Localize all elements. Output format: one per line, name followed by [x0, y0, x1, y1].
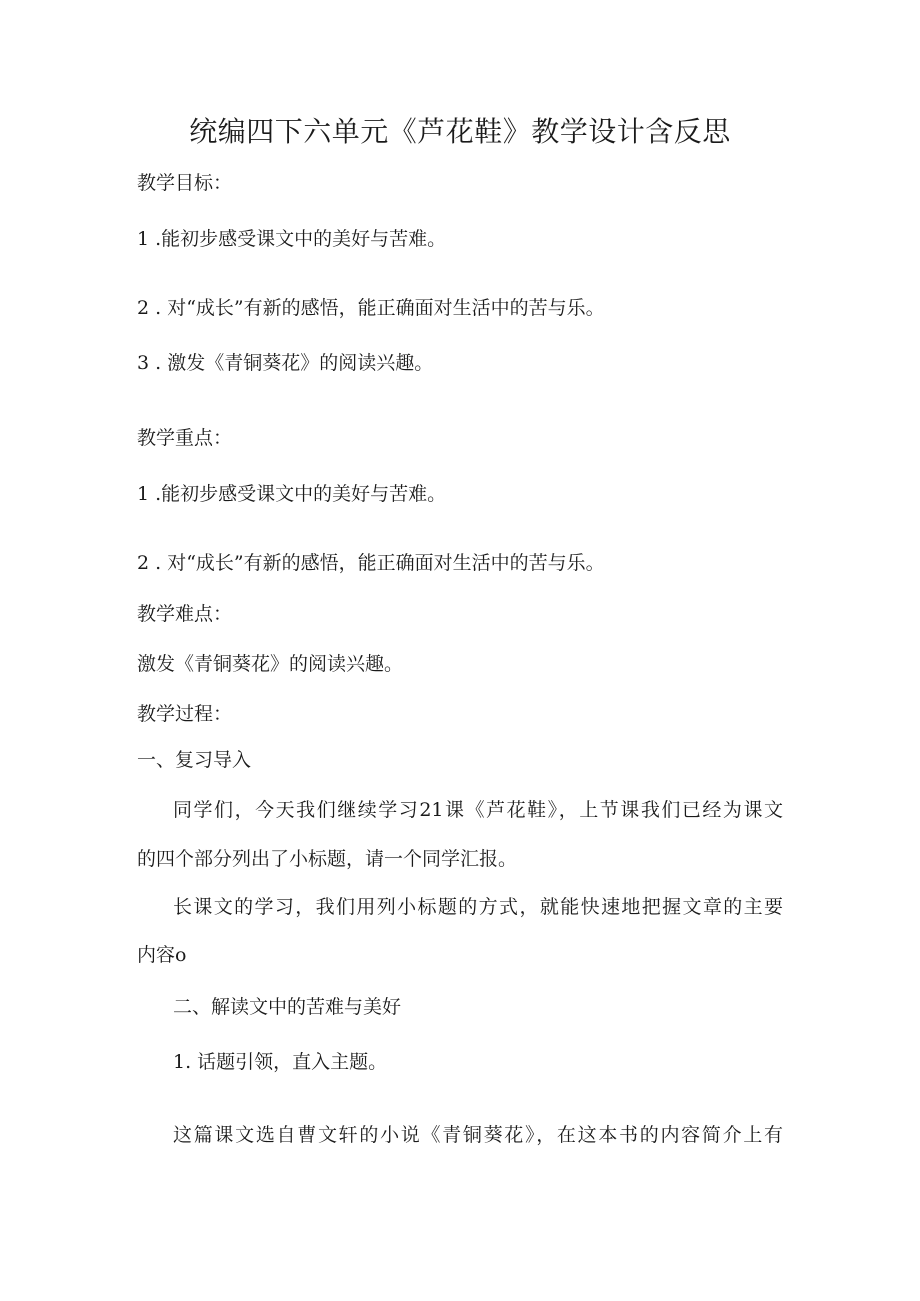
objective-item-2: 2 . 对“成长”有新的感悟，能正确面对生活中的苦与乐。: [137, 297, 605, 319]
section-1-heading: 一、复习导入: [137, 749, 252, 771]
difficulty-text: 激发《青铜葵花》的阅读兴趣。: [137, 653, 404, 675]
key-point-item-2: 2 . 对“成长”有新的感悟，能正确面对生活中的苦与乐。: [137, 552, 605, 574]
section-2-item-1: 1. 话题引领，直入主题。: [173, 1051, 388, 1073]
objective-item-1: 1 .能初步感受课文中的美好与苦难。: [137, 228, 447, 250]
document-title: 统编四下六单元《芦花鞋》教学设计含反思: [189, 115, 731, 148]
section-2-heading: 二、解读文中的苦难与美好: [173, 996, 402, 1018]
section-2-paragraph-1-line-1: 这篇课文选自曹文轩的小说《青铜葵花》，在这本书的内容简介上有: [173, 1124, 783, 1146]
section-1-paragraph-2-line-1: 长课文的学习，我们用列小标题的方式，就能快速地把握文章的主要: [173, 896, 783, 918]
process-heading: 教学过程：: [137, 703, 233, 725]
section-1-paragraph-1-line-1: 同学们，今天我们继续学习21课《芦花鞋》，上节课我们已经为课文: [173, 799, 783, 821]
objective-item-3: 3 . 激发《青铜葵花》的阅读兴趣。: [137, 352, 434, 374]
key-point-item-1: 1 .能初步感受课文中的美好与苦难。: [137, 483, 447, 505]
section-1-paragraph-1-line-2: 的四个部分列出了小标题，请一个同学汇报。: [137, 848, 518, 870]
objectives-heading: 教学目标：: [137, 172, 233, 194]
section-1-paragraph-2-line-2: 内容o: [137, 944, 187, 966]
difficulty-heading: 教学难点：: [137, 603, 233, 625]
key-points-heading: 教学重点：: [137, 427, 233, 449]
